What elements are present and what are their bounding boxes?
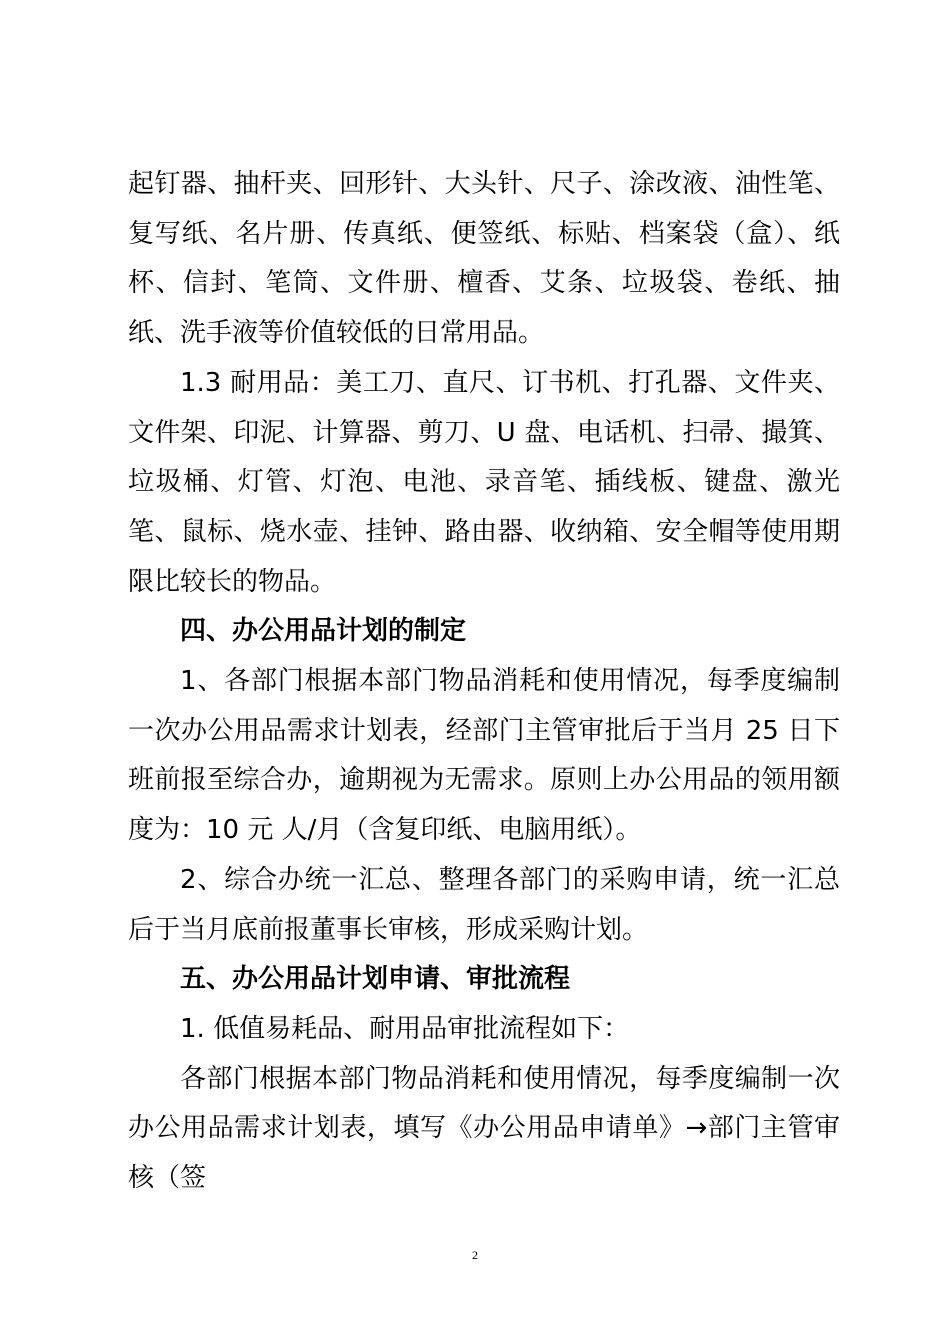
- section-heading-4: 四、办公用品计划的制定: [180, 616, 467, 647]
- paragraph-approval-process: 各部门根据本部门物品消耗和使用情况，每季度编制一次办公用品需求计划表，填写《办公用品申请单》→部门主管审核（签: [128, 1063, 840, 1194]
- section-heading-5: 五、办公用品计划申请、审批流程: [180, 964, 571, 995]
- paragraph-supplies-list: 起钉器、抽杆夹、回形针、大头针、尺子、涂改液、油性笔、复写纸、名片册、传真纸、便签纸、标贴、档案袋（盒）、纸杯、信封、笔筒、文件册、檀香、艾条、垃圾袋、卷纸、抽纸、洗手液等价值较低的日常用品。: [128, 169, 840, 349]
- paragraph-plan-2: 2、综合办统一汇总、整理各部门的采购申请，统一汇总后于当月底前报董事长审核，形成采购计划。: [128, 864, 840, 945]
- page-number: 2: [472, 1248, 478, 1262]
- paragraph-plan-1: 1、各部门根据本部门物品消耗和使用情况，每季度编制一次办公用品需求计划表，经部门主管审批后于当月 25 日下班前报至综合办，逾期视为无需求。原则上办公用品的领用额度为：10 元 人/月（含复印纸、电脑用纸）。: [128, 666, 840, 846]
- document-body: [128, 160, 840, 1204]
- paragraph-durable-goods: 1.3 耐用品：美工刀、直尺、订书机、打孔器、文件夹、文件架、印泥、计算器、剪刀、U 盘、电话机、扫帚、撮箕、垃圾桶、灯管、灯泡、电池、录音笔、插线板、键盘、激光笔、鼠标、烧水壶、挂钟、路由器、收纳箱、安全帽等使用期限比较长的物品。: [128, 367, 840, 597]
- paragraph-approval-1: 1. 低值易耗品、耐用品审批流程如下：: [180, 1013, 630, 1044]
